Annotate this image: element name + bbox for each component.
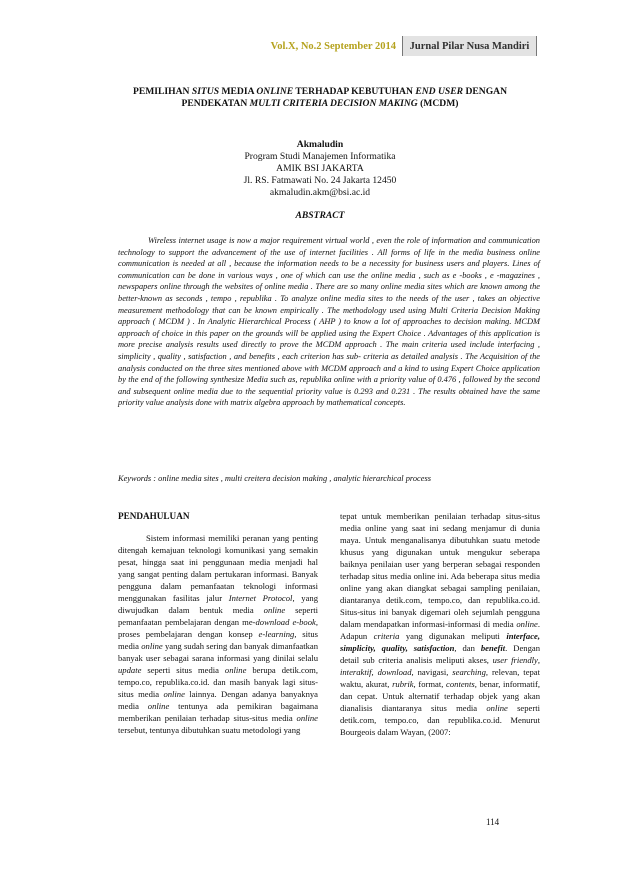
title-italic: MULTI CRITERIA DECISION MAKING	[249, 97, 418, 109]
text-run: lainnya. Dengan adanya banyaknya media	[118, 689, 318, 711]
text-run: , dan	[454, 643, 481, 653]
title-text: PEMILIHAN	[132, 86, 192, 97]
author-institution: AMIK BSI JAKARTA	[276, 163, 364, 174]
title-italic: END USER	[415, 86, 464, 97]
title-line-2	[100, 98, 540, 110]
text-run: . Adapun	[340, 619, 540, 641]
text-run: seperti pemanfaatan pembelajaran dengan me-	[118, 605, 318, 627]
journal-name: Jurnal Pilar Nusa Mandiri	[402, 36, 537, 56]
text-run: user friendly	[492, 655, 538, 665]
text-run: , yang diwujudkan dalam bentuk media	[118, 593, 318, 615]
text-run: . Dengan detail sub criteria analisis meliputi akses,	[340, 643, 540, 665]
text-run: Sistem informasi memiliki peranan yang penting ditengah kemajuan teknologi komunikasi yang semakin pesat, hingga saat ini penggunaan media menjadi hal yang sangat penting dalam pertukaran informasi. Banyak pengguna dalam pemanfaatan teknologi informasi menggunakan fasilitas jalur	[118, 533, 318, 603]
text-run: , benar, informatif, dan cepat. Untuk alternatif terhadap objek yang akan dianalisis diantaranya situs media	[340, 679, 540, 713]
intro-paragraph-1	[118, 532, 318, 736]
title-text: PENDEKATAN	[181, 97, 250, 109]
text-run: online	[163, 689, 185, 699]
title-italic: ONLINE	[256, 86, 294, 97]
text-run: seperti detik.com, tempo.co, dan republika.co.id. Menurut Bourgeois dalam Wayan, (2007:	[340, 703, 540, 737]
text-run: criteria	[373, 631, 400, 641]
title-text: DENGAN	[463, 86, 508, 97]
text-run: ,	[371, 667, 378, 677]
text-run: ,	[537, 655, 540, 665]
text-run: interface, simplicity, quality, satisfaction	[340, 631, 540, 653]
title-text: TERHADAP KEBUTUHAN	[293, 86, 416, 97]
text-run: update	[118, 665, 142, 675]
author-email: akmaludin.akm@bsi.ac.id	[269, 187, 371, 198]
text-run: online	[486, 703, 508, 713]
text-run: online	[147, 701, 170, 711]
text-run: tersebut, tentunya dibutuhkan suatu metodologi yang	[118, 725, 301, 735]
text-run: , proses pembelajaran dengan konsep	[118, 617, 318, 639]
text-run: contents	[446, 679, 475, 689]
text-run: download e-book	[255, 617, 316, 627]
text-run: seperti situs media	[141, 665, 225, 675]
author-department: Program Studi Manajemen Informatika	[244, 151, 396, 162]
column-right	[340, 510, 540, 738]
text-run: yang digunakan meliputi	[399, 631, 507, 641]
text-run: online	[263, 605, 286, 615]
text-run: berupa detik.com, tempo.co, republika.co.id. dan masih banyak lagi situs-situs media	[118, 665, 318, 699]
text-run: tentunya ada pemikiran bagaimana memberikan penilaian terhadap situs-situs media	[118, 701, 319, 723]
section-heading: PENDAHULUAN	[118, 511, 190, 521]
title-text: MEDIA	[219, 86, 257, 97]
text-run: online	[224, 665, 247, 675]
abstract-text: Wireless internet usage is now a major requirement virtual world , even the role of information and communication technology to support the advancement of the use of internet facilities . All forms of life in the media business online communication is needed at all , because the information needs to be a necessity for business users and players. Lines of communication can be done in various ways , one of which can use the online media , such as e -books , e -magazines , newspapers online through the websites of online media . There are so many online media sites which are known among the better-known as seconds , tempo , republika . To analyze online media sites to the needs of the user , takes an objective measurement methodology that can be known empirically . The methodology used using Multi Criteria Decision Making approach ( MCDM ) . In Analytic Hierarchical Process ( AHP ) to know a lot of approaches to decision making. MCDM approach of choice in this paper on the grounds will be applied using the Expert Choice . Advantages of this application is more precise analysis results used directly to prove the MCDM approach . The main criteria used include interfacing , simplicity , quality , satisfaction , and benefits , each criterion has sub- criteria as detailed analysis . The Acquisition of the analysis conducted on the three sites mentioned above with MCDM approach and a kind to using Expert Choice application by the end of the following synthesize Media such as, republika online with a priority value of 0.476 , followed by the second and subsequent online media due to the sequential priority value is 0.293 and 0.231 . The results obtained have the same priority value analysis done with matrix algebra approach by mathematical concepts.	[118, 236, 540, 408]
page-number: 114	[486, 817, 500, 827]
abstract-heading: ABSTRACT	[295, 210, 345, 221]
volume-info: Vol.X, No.2 September 2014	[270, 40, 396, 52]
author-name: Akmaludin	[296, 139, 344, 150]
text-run: , situs media	[118, 629, 318, 651]
text-run: online	[516, 619, 538, 629]
text-run: , relevan, tepat waktu, akurat,	[340, 667, 541, 689]
keywords: Keywords : online media sites , multi creitera decision making , analytic hierarchical process	[118, 474, 431, 483]
text-run: benefit	[480, 643, 506, 653]
title-line-1	[100, 86, 540, 98]
intro-paragraph-2	[340, 510, 540, 738]
text-run: , navigasi,	[411, 667, 453, 677]
column-left	[118, 510, 318, 736]
title-text: (MCDM)	[417, 97, 459, 109]
text-run: download	[377, 667, 412, 677]
author-block	[100, 139, 540, 199]
text-run: rubrik	[392, 679, 414, 689]
author-address: Jl. RS. Fatmawati No. 24 Jakarta 12450	[243, 175, 397, 186]
text-run: online	[296, 713, 318, 723]
text-run: searching	[452, 667, 486, 677]
text-run: interaktif	[340, 667, 372, 677]
text-run: Internet Protocol	[228, 593, 293, 603]
text-run: tepat untuk memberikan penilaian terhadap situs-situs media online yang saat ini sedang menjamur di dunia maya. Untuk menganalisanya dibutuhkan suatu metode khusus yang digunakan untuk mengukur seberapa baiknya penilaian user yang berperan sebagai responden terhadap situs media online ini. Ada beberapa situs media online yang akan diangkat sebagai sampling penilaian, diantaranya detik.com, tempo.co, dan republika.co.id. Situs-situs ini banyak digemari oleh sejumlah pengguna dalam mendapatkan informasi-informasi di media	[340, 511, 540, 629]
text-run: online	[141, 641, 163, 651]
text-run: yang sudah sering dan banyak dimanfaatkan banyak user sebagai sarana informasi yang dinilai selalu	[118, 641, 318, 663]
paper-title	[100, 86, 540, 109]
text-run: e-learning	[258, 629, 295, 639]
title-italic: SITUS	[191, 86, 220, 97]
running-header	[258, 36, 537, 56]
text-run: , format,	[413, 679, 447, 689]
